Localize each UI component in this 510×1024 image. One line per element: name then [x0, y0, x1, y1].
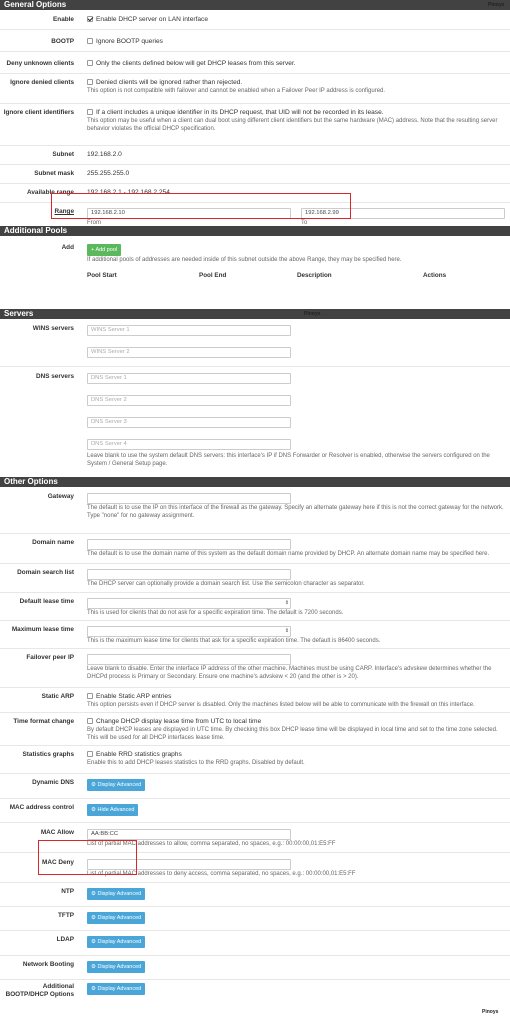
- add-pool-label: Add: [61, 244, 74, 251]
- watermark-logo: Pinoys: [482, 1009, 499, 1015]
- spinner-icon[interactable]: ⇕: [284, 628, 289, 634]
- subnet-mask-label: Subnet mask: [34, 170, 74, 177]
- ignore-id-checkbox[interactable]: [87, 109, 93, 115]
- servers-panel: [0, 309, 510, 474]
- gear-icon: ⚙: [91, 782, 98, 788]
- dynamic-dns-display-advanced-button[interactable]: ⚙ Display Advanced: [87, 779, 145, 791]
- time-format-checkbox[interactable]: [87, 718, 93, 724]
- mac-deny-label: MAC Deny: [42, 859, 74, 866]
- panel-title: Other Options: [0, 477, 510, 487]
- gateway-input[interactable]: [87, 493, 291, 504]
- bootp-label: BOOTP: [51, 38, 74, 45]
- ignore-denied-text: Denied clients will be ignored rather than rejected.: [96, 79, 243, 86]
- max-lease-input[interactable]: [87, 626, 291, 637]
- stats-graphs-help: Enable this to add DHCP leases statistics to the RRD graphs. Disabled by default.: [87, 760, 305, 766]
- time-format-text: Change DHCP display lease time from UTC to local time: [96, 718, 262, 725]
- spinner-icon[interactable]: ⇕: [284, 600, 289, 606]
- wins-server-2-input[interactable]: WINS Server 2: [87, 347, 291, 358]
- domain-search-input[interactable]: [87, 569, 291, 580]
- additional-pools-panel: [0, 226, 510, 306]
- pool-table-header: [87, 272, 505, 280]
- deny-unknown-checkbox[interactable]: [87, 60, 93, 66]
- gear-icon: ⚙: [91, 915, 98, 921]
- default-lease-input[interactable]: [87, 598, 291, 609]
- max-lease-label: Maximum lease time: [11, 626, 74, 633]
- default-lease-label: Default lease time: [19, 598, 74, 605]
- other-options-panel: [0, 477, 510, 1001]
- mac-allow-help: List of partial MAC addresses to allow, comma separated, no spaces, e.g.: 00:00:00,01:E5:FF: [87, 841, 336, 847]
- enable-label: Enable: [53, 16, 74, 23]
- ntp-display-advanced-button[interactable]: ⚙ Display Advanced: [87, 888, 145, 900]
- col-description: Description: [297, 272, 332, 279]
- ignore-denied-help: This option is not compatible with failover and cannot be enabled when a Failover Peer IP address is configured.: [87, 88, 386, 94]
- available-range-value: 192.168.2.1 - 192.168.2.254: [87, 189, 170, 196]
- col-actions: Actions: [423, 272, 447, 279]
- mac-control-label: MAC address control: [9, 804, 74, 811]
- dns-help: Leave blank to use the system default DNS servers: this interface's IP if DNS Forwarder or Resolver is enabled, otherwise the servers configured on the System / General Setup page.: [87, 453, 490, 467]
- static-arp-label: Static ARP: [41, 693, 74, 700]
- wins-server-1-input[interactable]: WINS Server 1: [87, 325, 291, 336]
- failover-label: Failover peer IP: [26, 654, 74, 661]
- network-booting-display-advanced-button[interactable]: ⚙ Display Advanced: [87, 961, 145, 973]
- domain-name-label: Domain name: [32, 539, 74, 546]
- failover-help: Leave blank to disable. Enter the interface IP address of the other machine. Machines must be using CARP. Interface's advskew determines whether the DHCPd process is Primary or Secondary. Ensure one machine's advskew < 20 (and the other is > 20).: [87, 666, 492, 680]
- ignore-denied-checkbox[interactable]: [87, 79, 93, 85]
- failover-input[interactable]: [87, 654, 291, 665]
- enable-checkbox[interactable]: [87, 16, 93, 22]
- bootp-text: Ignore BOOTP queries: [96, 38, 163, 45]
- stats-graphs-checkbox[interactable]: [87, 751, 93, 757]
- panel-title: Additional Pools: [0, 226, 510, 236]
- range-highlight: [51, 193, 351, 219]
- range-label: Range: [54, 208, 74, 215]
- deny-unknown-label: Deny unknown clients: [6, 60, 74, 67]
- dynamic-dns-label: Dynamic DNS: [32, 779, 74, 786]
- range-from-caption: From: [87, 220, 101, 226]
- bootp-options-display-advanced-button[interactable]: ⚙ Display Advanced: [87, 983, 145, 995]
- stats-graphs-label: Statistics graphs: [22, 751, 74, 758]
- dns-server-1-input[interactable]: DNS Server 1: [87, 373, 291, 384]
- mac-allow-highlight: [38, 840, 137, 875]
- mac-control-hide-advanced-button[interactable]: ⚙ Hide Advanced: [87, 804, 138, 816]
- tftp-display-advanced-button[interactable]: ⚙ Display Advanced: [87, 912, 145, 924]
- gear-icon: ⚙: [91, 986, 98, 992]
- domain-search-label: Domain search list: [17, 569, 74, 576]
- static-arp-help: This option persists even if DHCP server is disabled. Only the machines listed below will be able to communicate with the firewall on this interface.: [87, 702, 475, 708]
- dns-server-4-input[interactable]: DNS Server 4: [87, 439, 291, 450]
- dns-server-3-input[interactable]: DNS Server 3: [87, 417, 291, 428]
- gear-icon: ⚙: [91, 891, 98, 897]
- domain-search-help: The DHCP server can optionally provide a domain search list. Use the semicolon character as separator.: [87, 581, 365, 587]
- max-lease-help: This is the maximum lease time for clients that ask for a specific expiration time. The default is 86400 seconds.: [87, 638, 381, 644]
- domain-name-input[interactable]: [87, 539, 291, 550]
- mac-allow-input[interactable]: AA:BB:CC: [87, 829, 291, 840]
- range-to-caption: To: [301, 220, 308, 226]
- mac-deny-help: List of partial MAC addresses to deny access, comma separated, no spaces, e.g.: 00:00:00,01:E5:FF: [87, 871, 356, 877]
- stats-graphs-text: Enable RRD statistics graphs: [96, 751, 182, 758]
- bootp-options-label: Additional BOOTP/DHCP Options: [5, 983, 74, 998]
- mac-allow-label: MAC Allow: [40, 829, 74, 836]
- ldap-display-advanced-button[interactable]: ⚙ Display Advanced: [87, 936, 145, 948]
- ignore-id-help: This option may be useful when a client can dual boot using different client identifiers but the same hardware (MAC) address. Note that the resulting server behavior violates the official DHCP specification.: [87, 118, 498, 132]
- watermark-logo: Pinoys: [304, 311, 321, 317]
- panel-title: General Options: [0, 0, 510, 10]
- subnet-mask-value: 255.255.255.0: [87, 170, 130, 177]
- default-lease-help: This is used for clients that do not ask for a specific expiration time. The default is 7200 seconds.: [87, 610, 344, 616]
- time-format-help: By default DHCP leases are displayed in UTC time. By checking this box DHCP lease time will be displayed in local time and set to the time zone selected. This will be used for all DHCP interfaces lease time.: [87, 727, 498, 741]
- add-pool-button[interactable]: + Add pool: [87, 244, 121, 256]
- range-to-input[interactable]: 192.168.2.99: [301, 208, 505, 219]
- gear-icon: ⚙: [91, 939, 98, 945]
- dns-label: DNS servers: [35, 373, 74, 380]
- ignore-denied-label: Ignore denied clients: [10, 79, 74, 86]
- panel-title: Servers: [0, 309, 510, 319]
- static-arp-text: Enable Static ARP entries: [96, 693, 172, 700]
- add-pool-help: If additional pools of addresses are needed inside of this subnet outside the above Range, they may be specified here.: [87, 257, 402, 263]
- col-pool-end: Pool End: [199, 272, 227, 279]
- available-range-label: Available range: [26, 189, 74, 196]
- subnet-value: 192.168.2.0: [87, 151, 122, 158]
- col-pool-start: Pool Start: [87, 272, 117, 279]
- gateway-help: The default is to use the IP on this interface of the firewall as the gateway. Specify an alternate gateway here if this is not the correct gateway for the network. Type "none" for no gateway assignment.: [87, 505, 504, 519]
- gear-icon: ⚙: [91, 964, 98, 970]
- gateway-label: Gateway: [47, 493, 74, 500]
- domain-name-help: The default is to use the domain name of this system as the default domain name provided by DHCP. An alternate domain name may be specified here.: [87, 551, 490, 557]
- plus-icon: +: [91, 247, 96, 253]
- static-arp-checkbox[interactable]: [87, 693, 93, 699]
- bootp-checkbox[interactable]: [87, 38, 93, 44]
- time-format-label: Time format change: [13, 718, 74, 725]
- ldap-label: LDAP: [56, 936, 74, 943]
- gear-icon: ⚙: [91, 807, 98, 813]
- tftp-label: TFTP: [58, 912, 74, 919]
- deny-unknown-text: Only the clients defined below will get DHCP leases from this server.: [96, 60, 296, 67]
- dns-server-2-input[interactable]: DNS Server 2: [87, 395, 291, 406]
- wins-label: WINS servers: [32, 325, 74, 332]
- ntp-label: NTP: [61, 888, 74, 895]
- ignore-id-label: Ignore client identifiers: [3, 109, 74, 116]
- network-booting-label: Network Booting: [22, 961, 74, 968]
- enable-text: Enable DHCP server on LAN interface: [96, 16, 209, 23]
- watermark-logo: Pinoys: [488, 2, 505, 8]
- subnet-label: Subnet: [52, 151, 74, 158]
- ignore-id-text: If a client includes a unique identifier in its DHCP request, that UID will not be recorded in its lease.: [96, 109, 384, 116]
- range-from-input[interactable]: 192.168.2.10: [87, 208, 291, 219]
